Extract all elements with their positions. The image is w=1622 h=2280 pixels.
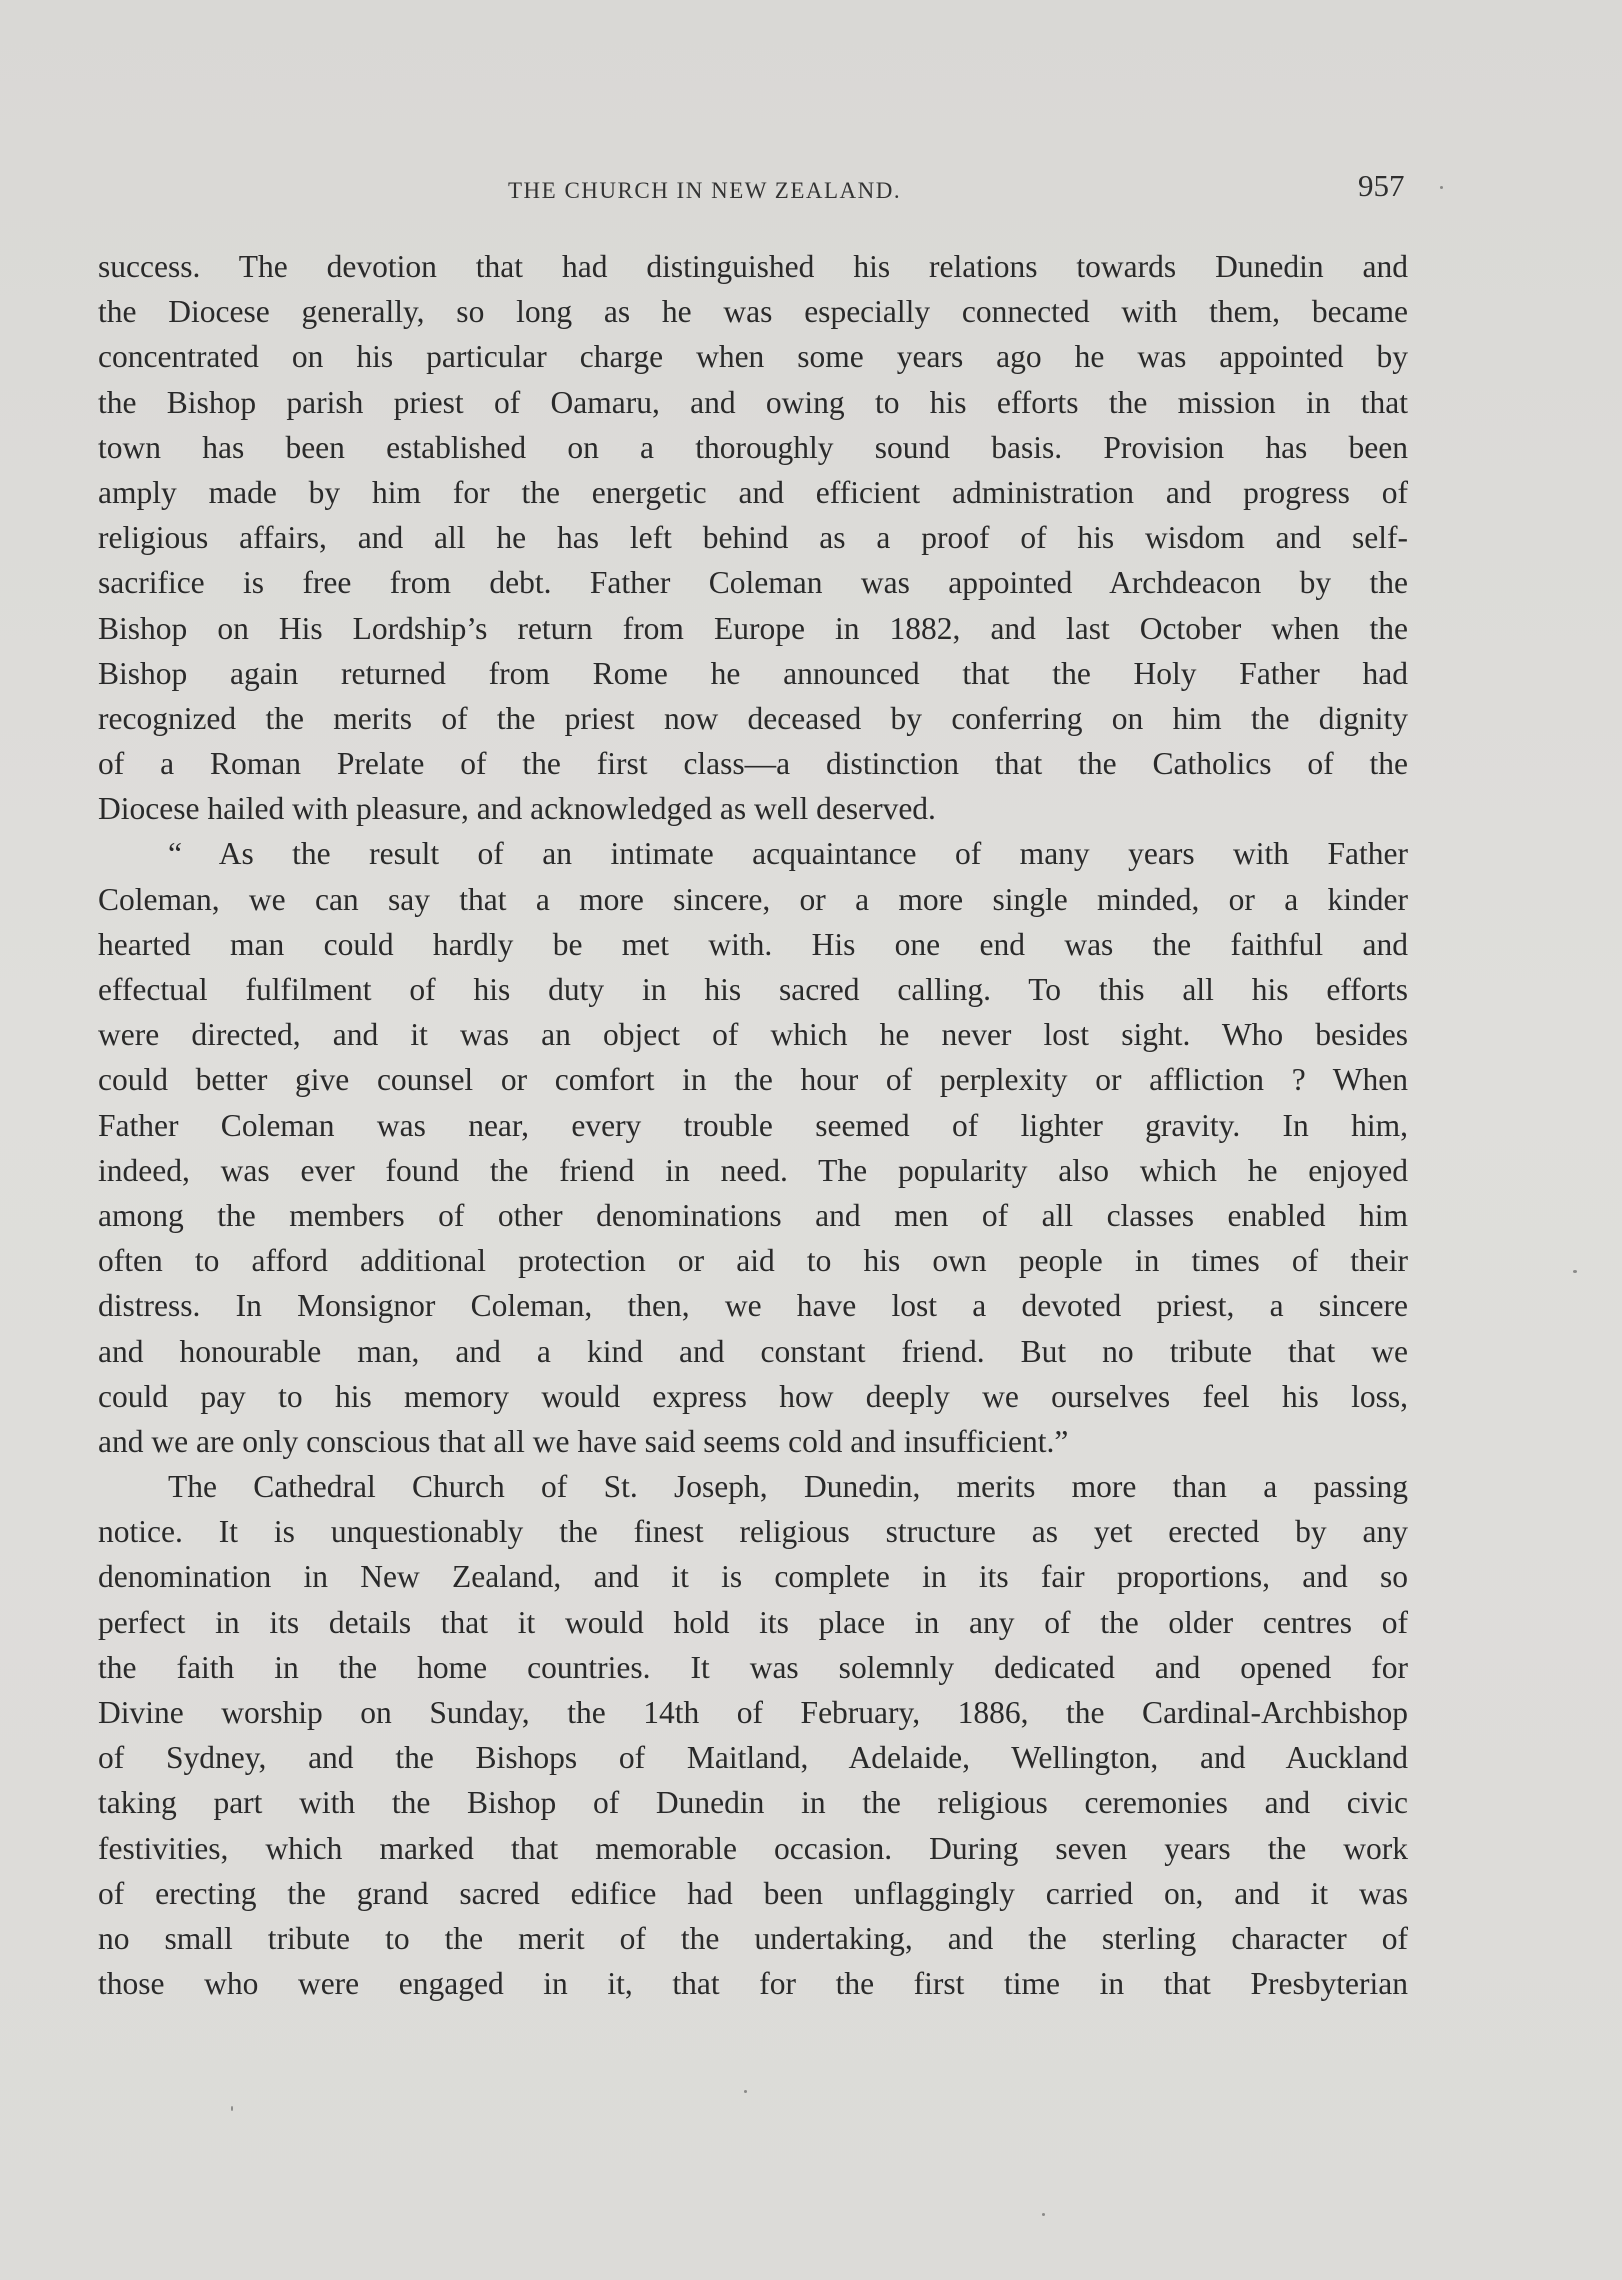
text-line: Diocese hailed with pleasure, and acknowledged as well deserved. xyxy=(98,791,936,827)
text-line: indeed, was ever found the friend in need. The popularity also which he enjoyed xyxy=(98,1152,1408,1188)
text-line: could better give counsel or comfort in the hour of perplexity or affliction ? When xyxy=(98,1062,1408,1098)
text-line: of Sydney, and the Bishops of Maitland, Adelaide, Wellington, and Auckland xyxy=(98,1740,1408,1776)
text-line: perfect in its details that it would hold its place in any of the older centres of xyxy=(98,1604,1408,1640)
text-line: Divine worship on Sunday, the 14th of February, 1886, the Cardinal-Archbishop xyxy=(98,1695,1408,1730)
paper-speck xyxy=(231,2106,233,2111)
text-line: and honourable man, and a kind and constant friend. But no tribute that we xyxy=(98,1333,1408,1369)
text-line: success. The devotion that had distinguished his relations towards Dunedin and xyxy=(98,249,1408,284)
text-line: notice. It is unquestionably the finest religious structure as yet erected by any xyxy=(98,1514,1408,1550)
paper-speck xyxy=(1042,2213,1045,2216)
text-line: those who were engaged in it, that for the first time in that Presbyterian xyxy=(98,1966,1408,2002)
text-line: no small tribute to the merit of the undertaking, and the sterling character of xyxy=(98,1920,1408,1956)
text-line: distress. In Monsignor Coleman, then, we have lost a devoted priest, a sincere xyxy=(98,1288,1408,1324)
text-line: festivities, which marked that memorable occasion. During seven years the work xyxy=(98,1830,1408,1866)
text-line: of a Roman Prelate of the first class—a distinction that the Catholics of the xyxy=(98,746,1408,782)
body-text xyxy=(98,244,1408,2006)
text-line: town has been established on a thoroughly sound basis. Provision has been xyxy=(98,429,1408,465)
text-line: concentrated on his particular charge when some years ago he was appointed by xyxy=(98,339,1408,375)
text-line: The Cathedral Church of St. Joseph, Dunedin, merits more than a passing xyxy=(168,1469,1408,1505)
text-line: and we are only conscious that all we have said seems cold and insufficient.” xyxy=(98,1423,1069,1459)
page-number: 957 xyxy=(1358,168,1405,203)
text-line: Coleman, we can say that a more sincere, or a more single minded, or a kinder xyxy=(98,881,1408,917)
paper-speck xyxy=(744,2090,747,2093)
paper-speck xyxy=(1573,1270,1577,1273)
text-line: recognized the merits of the priest now deceased by conferring on him the dignity xyxy=(98,700,1408,736)
text-line: hearted man could hardly be met with. His one end was the faithful and xyxy=(98,926,1408,962)
text-line: effectual fulfilment of his duty in his sacred calling. To this all his efforts xyxy=(98,972,1408,1007)
text-line: the faith in the home countries. It was solemnly dedicated and opened for xyxy=(98,1649,1408,1685)
text-line: denomination in New Zealand, and it is complete in its fair proportions, and so xyxy=(98,1559,1408,1595)
text-line: religious affairs, and all he has left behind as a proof of his wisdom and self- xyxy=(98,520,1408,556)
text-line: were directed, and it was an object of which he never lost sight. Who besides xyxy=(98,1017,1408,1053)
text-line: of erecting the grand sacred edifice had been unflaggingly carried on, and it was xyxy=(98,1875,1408,1911)
text-line: the Bishop parish priest of Oamaru, and owing to his efforts the mission in that xyxy=(98,384,1408,420)
text-line: the Diocese generally, so long as he was especially connected with them, became xyxy=(98,294,1408,330)
text-line: taking part with the Bishop of Dunedin in the religious ceremonies and civic xyxy=(98,1785,1408,1821)
text-line: Bishop on His Lordship’s return from Europe in 1882, and last October when the xyxy=(98,610,1408,646)
text-line: “ As the result of an intimate acquaintance of many years with Father xyxy=(168,836,1408,872)
text-line: amply made by him for the energetic and efficient administration and progress of xyxy=(98,474,1408,510)
text-line: could pay to his memory would express how deeply we ourselves feel his loss, xyxy=(98,1378,1408,1414)
text-line: often to afford additional protection or aid to his own people in times of their xyxy=(98,1243,1408,1279)
text-line: Bishop again returned from Rome he announced that the Holy Father had xyxy=(98,655,1408,691)
text-line: Father Coleman was near, every trouble seemed of lighter gravity. In him, xyxy=(98,1107,1408,1143)
text-line: among the members of other denominations and men of all classes enabled him xyxy=(98,1197,1408,1233)
running-head: THE CHURCH IN NEW ZEALAND. xyxy=(508,178,902,203)
text-line: sacrifice is free from debt. Father Coleman was appointed Archdeacon by the xyxy=(98,565,1408,601)
paper-speck xyxy=(1440,186,1443,189)
